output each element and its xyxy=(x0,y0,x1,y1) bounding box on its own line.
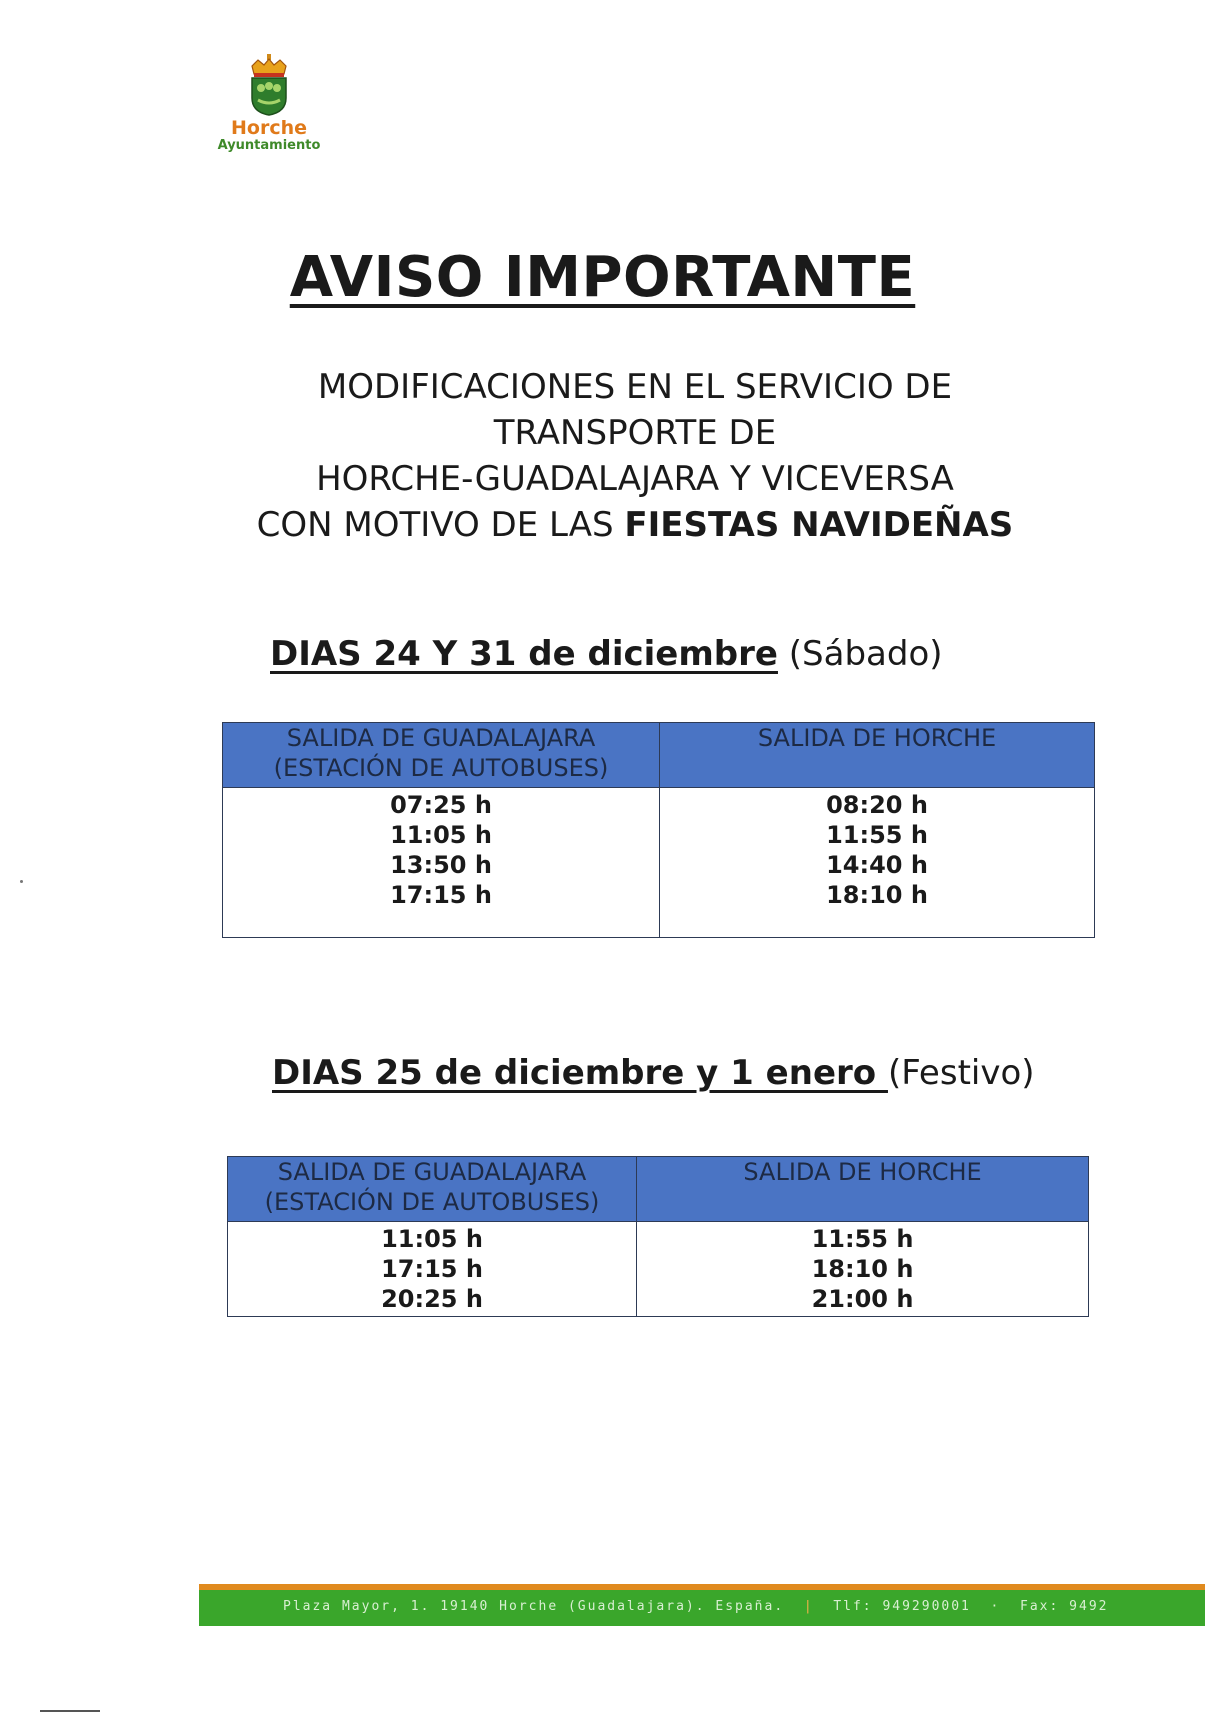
time-cell: 17:15 h xyxy=(390,881,492,909)
footer-fax: Fax: 9492 xyxy=(1020,1599,1109,1614)
page-title xyxy=(0,245,1205,310)
table-2-header-horche-text: SALIDA DE HORCHE xyxy=(743,1158,982,1186)
section-1-heading-text: DIAS 24 Y 31 de diciembre xyxy=(270,634,778,674)
section-2-note: (Festivo) xyxy=(887,1053,1035,1093)
footer-phone: Tlf: 949290001 xyxy=(833,1599,971,1614)
time-cell: 18:10 h xyxy=(826,881,928,909)
subtitle-line-4-bold: FIESTAS NAVIDEÑAS xyxy=(624,505,1014,545)
subtitle-line-3: HORCHE-GUADALAJARA Y VICEVERSA xyxy=(316,459,954,499)
table-1-guadalajara-times xyxy=(223,788,660,938)
section-2-heading xyxy=(272,1053,1035,1093)
time-cell: 11:55 h xyxy=(811,1225,914,1253)
table-2-header-guadalajara-line-1: SALIDA DE GUADALAJARA xyxy=(277,1158,587,1186)
subtitle-line-4 xyxy=(0,502,1205,548)
section-1-heading xyxy=(270,634,943,674)
time-cell: 13:50 h xyxy=(390,851,492,879)
scan-speck xyxy=(20,880,23,883)
time-cell: 14:40 h xyxy=(826,851,928,879)
footer-separator: | xyxy=(803,1599,814,1614)
footer-address: Plaza Mayor, 1. 19140 Horche (Guadalajara). España. xyxy=(283,1599,785,1614)
section-1-note: (Sábado) xyxy=(777,634,943,674)
time-cell: 08:20 h xyxy=(826,791,928,819)
table-2-header-guadalajara xyxy=(228,1157,637,1222)
time-cell: 11:05 h xyxy=(381,1225,483,1253)
scan-mark xyxy=(40,1710,100,1712)
time-cell: 11:55 h xyxy=(826,821,928,849)
subtitle-line-2: TRANSPORTE DE xyxy=(493,413,777,453)
table-2-guadalajara-times xyxy=(228,1222,637,1317)
page-title-text: AVISO IMPORTANTE xyxy=(289,245,916,310)
table-1-header-guadalajara xyxy=(223,723,660,788)
table-row xyxy=(223,788,1095,938)
coat-of-arms-icon xyxy=(246,54,292,116)
subtitle-line-4-prefix: CON MOTIVO DE LAS xyxy=(256,505,625,545)
subtitle-line-1: MODIFICACIONES EN EL SERVICIO DE xyxy=(317,367,953,407)
municipal-logo xyxy=(214,54,324,153)
footer-bar: Plaza Mayor, 1. 19140 Horche (Guadalajara). España. | Tlf: 949290001 · Fax: 9492 xyxy=(199,1584,1205,1626)
table-row xyxy=(228,1222,1089,1317)
notice-subtitle xyxy=(0,364,1205,548)
table-2-header-horche xyxy=(637,1157,1089,1222)
table-1-header-horche-text: SALIDA DE HORCHE xyxy=(757,724,997,752)
time-cell: 20:25 h xyxy=(381,1285,483,1313)
logo-subtitle: Ayuntamiento xyxy=(217,138,321,153)
table-2-header-guadalajara-line-2: (ESTACIÓN DE AUTOBUSES) xyxy=(264,1188,600,1216)
table-2-horche-times xyxy=(637,1222,1089,1317)
table-1-header-guadalajara-line-1: SALIDA DE GUADALAJARA xyxy=(286,724,596,752)
schedule-table-1 xyxy=(222,722,1095,938)
time-cell: 17:15 h xyxy=(381,1255,483,1283)
table-1-header-guadalajara-line-2: (ESTACIÓN DE AUTOBUSES) xyxy=(273,754,609,782)
schedule-table-2 xyxy=(227,1156,1089,1317)
time-cell: 18:10 h xyxy=(811,1255,914,1283)
table-1-horche-times xyxy=(660,788,1095,938)
section-2-heading-text: DIAS 25 de diciembre y 1 enero xyxy=(272,1053,888,1093)
time-cell: 07:25 h xyxy=(390,791,492,819)
table-1-header-horche xyxy=(660,723,1095,788)
time-cell: 21:00 h xyxy=(811,1285,914,1313)
logo-name: Horche xyxy=(231,117,307,139)
time-cell: 11:05 h xyxy=(390,821,492,849)
